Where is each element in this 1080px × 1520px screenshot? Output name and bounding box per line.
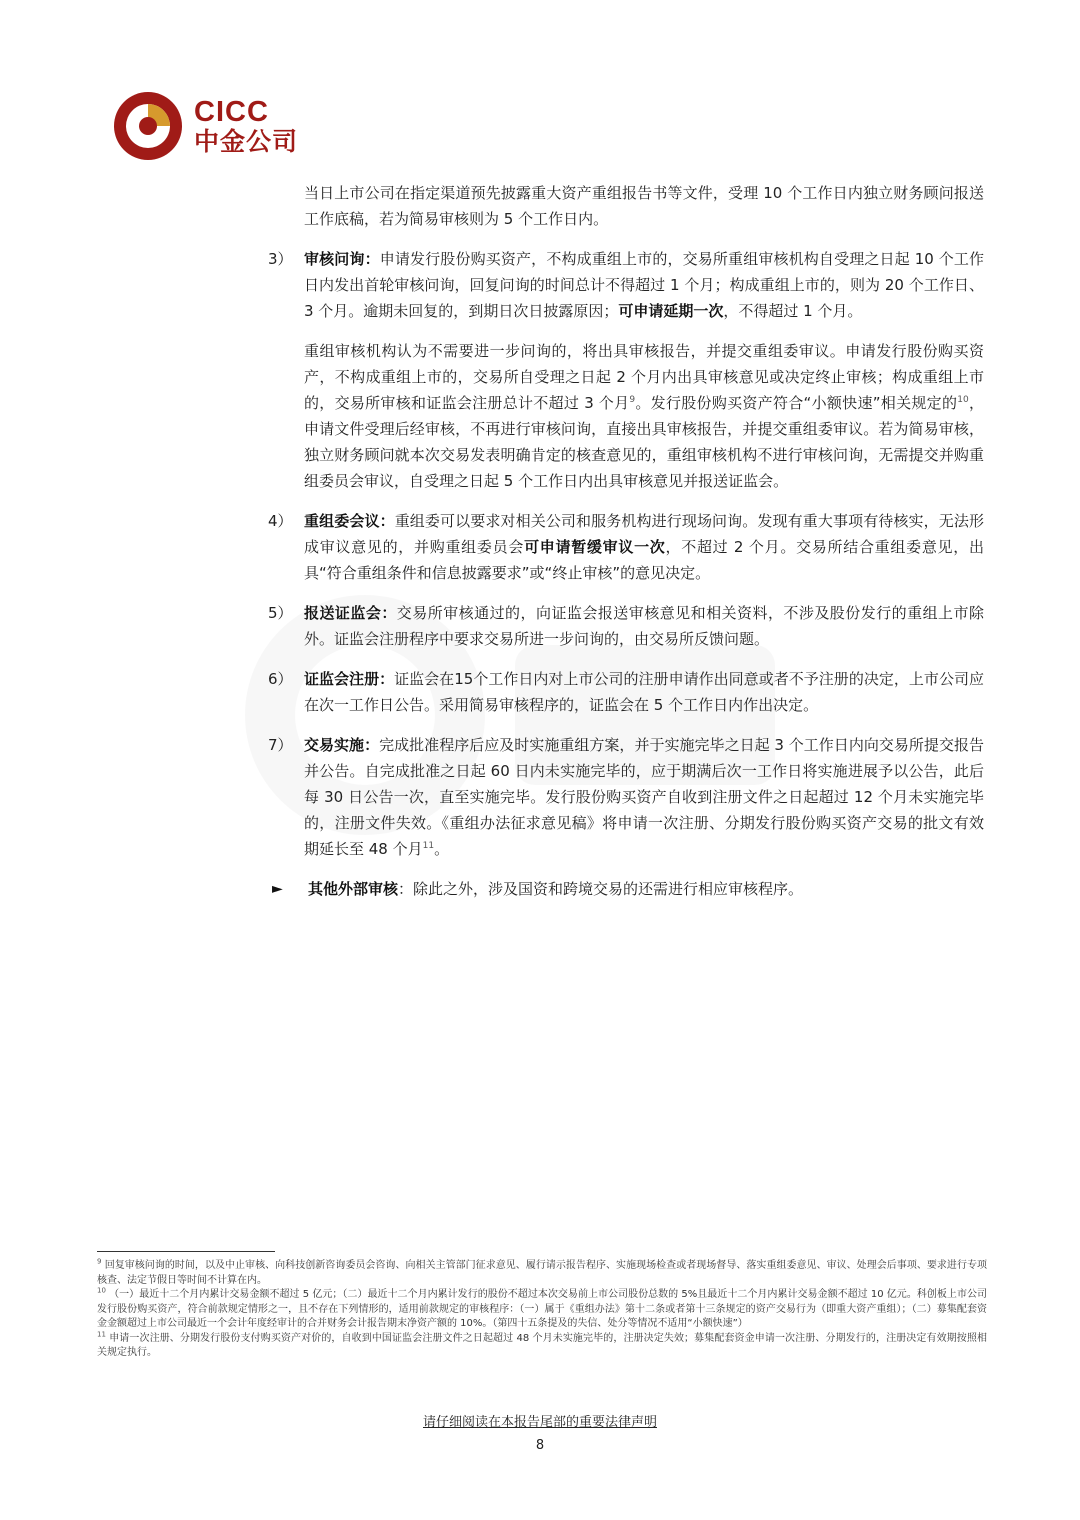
list-item-review-report: [268, 338, 984, 494]
cicc-logo-mark-icon: [112, 90, 184, 162]
footnote-ref: 11: [422, 841, 435, 851]
list-item-report-csrc: [268, 600, 984, 652]
item-text-end: ，不超过 2 个月。交易所结合重组委意见，出具“符合重组条件和信息披露要求”或“终止审核”的意见决定。: [304, 538, 984, 582]
bullet-external-review: [268, 876, 984, 902]
item-number: 7）: [268, 736, 293, 754]
footnotes: [97, 1259, 987, 1361]
item-text: 申请发行股份购买资产，不构成重组上市的，交易所重组审核机构自受理之日起 10 个工作日内发出首轮审核问询，回复问询的时间总计不得超过 1 个月；构成重组上市的，则为 20 个工作日、3 个月。逾期未回复的，到期日次日披露原因；: [304, 250, 984, 320]
item-title: 交易实施：: [304, 736, 380, 754]
cicc-logo: [112, 90, 298, 162]
footnote-text: （一）最近十二个月内累计交易金额不超过 5 亿元；（二）最近十二个月内累计发行的股份不超过本次交易前上市公司股份总数的 5%且最近十二个月内累计交易金额不超过 10 亿元。科创板上市公司发行股份购买资产，符合前款规定情形之一，且不存在下列情形的，适用前款规定的审核程序：（一）属于《重组办法》第十二条或者第十三条规定的资产交易行为（即重大资产重组）；（二）募集配套资金金额超过上市公司最近一个会计年度经审计的合并财务会计报告期末净资产额的 10%。（第四十五条提及的失信、处分等情况不适用“小额快速”）: [97, 1289, 987, 1329]
footnote-item: [97, 1288, 987, 1332]
item-text: 。发行股份购买资产符合“小额快速”相关规定的: [635, 394, 958, 412]
list-item-review-inquiry: [268, 246, 984, 324]
footnote-ref: 9: [629, 395, 636, 405]
item-number: 3）: [268, 250, 293, 268]
list-item-csrc-registration: [268, 666, 984, 718]
item-text-end: ，不得超过 1 个月。: [723, 302, 863, 320]
logo-text-cn: 中金公司: [194, 127, 299, 156]
item-emphasis: 可申请延期一次: [618, 302, 724, 320]
footnote-item: [97, 1259, 987, 1288]
footnote-mark: 11: [97, 1330, 106, 1339]
item-title: 证监会注册：: [304, 670, 395, 688]
footnote-mark: 9: [97, 1257, 102, 1266]
page-number: 8: [535, 1438, 545, 1453]
footnote-mark: 10: [97, 1286, 106, 1295]
bullet-text: ：除此之外，涉及国资和跨境交易的还需进行相应审核程序。: [398, 880, 804, 898]
item-text: 证监会在15个工作日内对上市公司的注册申请作出同意或者不予注册的决定，上市公司应在次一工作日公告。采用简易审核程序的，证监会在 5 个工作日内作出决定。: [304, 670, 984, 714]
footnote-text: 回复审核问询的时间，以及中止审核、向科技创新咨询委员会咨询、向相关主管部门征求意见、履行请示报告程序、实施现场检查或者现场督导、落实重组委意见、审议、处理会后事项、要求进行专项核查、法定节假日等时间不计算在内。: [97, 1260, 988, 1286]
triangle-bullet-icon: ►: [272, 881, 283, 897]
intro-paragraph: [268, 180, 984, 232]
item-text-end: 。: [434, 840, 450, 858]
item-emphasis: 可申请暂缓审议一次: [524, 538, 666, 556]
item-text: 重组审核机构认为不需要进一步问询的，将出具审核报告，并提交重组委审议。申请发行股份购买资产，不构成重组上市的，交易所自受理之日起 2 个月内出具审核意见或决定终止审核；构成重组上市的，交易所审核和证监会注册总计不超过 3 个月: [304, 342, 984, 412]
item-title: 审核问询：: [304, 250, 380, 268]
legal-notice-link[interactable]: 请仔细阅读在本报告尾部的重要法律声明: [422, 1415, 657, 1430]
report-body: [268, 180, 984, 902]
footnote-ref: 10: [957, 395, 969, 405]
list-item-committee-meeting: [268, 508, 984, 586]
item-text: 重组委可以要求对相关公司和服务机构进行现场问询。发现有重大事项有待核实，无法形成审议意见的，并购重组委员会: [304, 512, 984, 556]
logo-text-en: CICC: [194, 96, 269, 128]
item-number: 5）: [268, 604, 293, 622]
item-title: 报送证监会：: [304, 604, 397, 622]
item-text: 完成批准程序后应及时实施重组方案，并于实施完毕之日起 3 个工作日内向交易所提交报告并公告。自完成批准之日起 60 日内未实施完毕的，应于期满后次一工作日将实施进展予以公告，此后每 30 日公告一次，直至实施完毕。发行股份购买资产自收到注册文件之日起超过 12 个月未实施完毕的，注册文件失效。《重组办法征求意见稿》将申请一次注册、分期发行股份购买资产交易的批文有效期延长至 48 个月: [304, 736, 984, 858]
bullet-title: 其他外部审核: [308, 880, 399, 898]
page-footer: [0, 1411, 1080, 1453]
footnote-text: 申请一次注册、分期发行股份支付购买资产对价的，自收到中国证监会注册文件之日起超过 48 个月未实施完毕的，注册决定失效；募集配套资金申请一次注册、分期发行的，注册决定有效期按照相关规定执行。: [97, 1332, 987, 1358]
item-number: 4）: [268, 512, 293, 530]
item-title: 重组委会议：: [304, 512, 395, 530]
intro-text: 当日上市公司在指定渠道预先披露重大资产重组报告书等文件，受理 10 个工作日内独立财务顾问报送工作底稿，若为简易审核则为 5 个工作日内。: [304, 184, 984, 228]
item-text: 交易所审核通过的，向证监会报送审核意见和相关资料，不涉及股份发行的重组上市除外。证监会注册程序中要求交易所进一步问询的，由交易所反馈问题。: [304, 604, 984, 648]
item-number: 6）: [268, 670, 293, 688]
footnote-divider: [97, 1251, 275, 1252]
list-item-implementation: [268, 732, 984, 862]
item-text: ，申请文件受理后经审核，不再进行审核问询，直接出具审核报告，并提交重组委审议。若为简易审核，独立财务顾问就本次交易发表明确肯定的核查意见的，重组审核机构不进行审核问询，无需提交并购重组委员会审议，自受理之日起 5 个工作日内出具审核意见并报送证监会。: [304, 394, 984, 490]
footnote-item: [97, 1332, 987, 1361]
